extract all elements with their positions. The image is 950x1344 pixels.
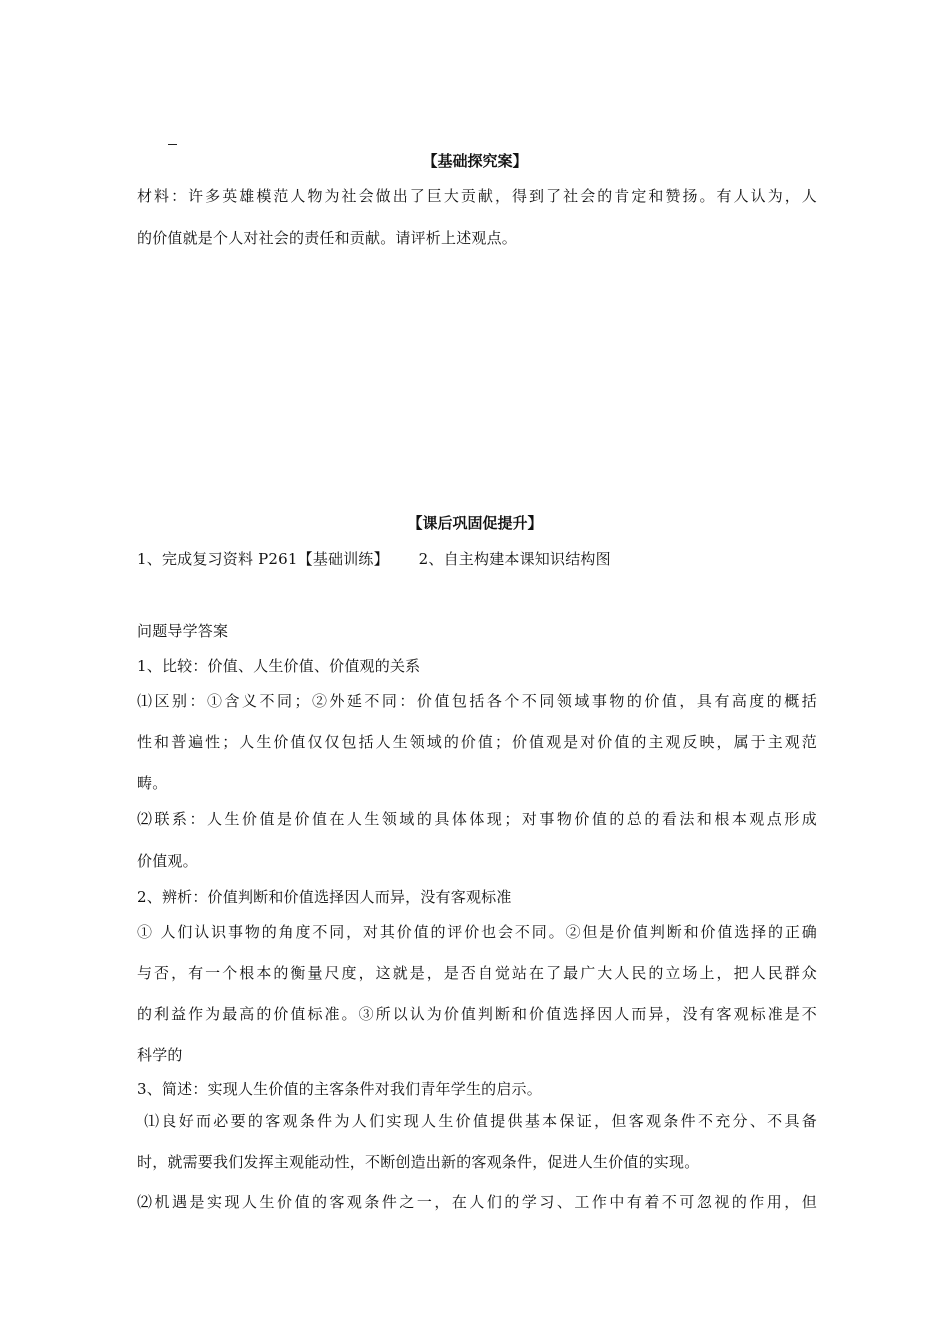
answer-line: 科学的 (137, 1046, 183, 1064)
answer-line: 价值观。 (137, 852, 198, 870)
top-mark (168, 144, 177, 145)
section-heading-basic-inquiry: 【基础探究案】 (422, 152, 528, 170)
answer-line: ① 人们认识事物的角度不同，对其价值的评价也会不同。②但是价值判断和价值选择的正确 (137, 923, 817, 941)
answer-line: 的利益作为最高的价值标准。③所以认为价值判断和价值选择因人而异，没有客观标准是不 (137, 1005, 817, 1023)
answer-line: ⑵机遇是实现人生价值的客观条件之一，在人们的学习、工作中有着不可忽视的作用，但 (137, 1193, 817, 1211)
answer-line: 性和普遍性；人生价值仅仅包括人生领域的价值；价值观是对价值的主观反映，属于主观范 (137, 733, 817, 751)
material-line-1: 材料：许多英雄模范人物为社会做出了巨大贡献，得到了社会的肯定和赞扬。有人认为，人 (137, 187, 817, 205)
answers-title: 问题导学答案 (137, 622, 229, 640)
answer-line: ⑴区别：①含义不同；②外延不同：价值包括各个不同领域事物的价值，具有高度的概括 (137, 692, 817, 710)
answer-line: ⑴良好而必要的客观条件为人们实现人生价值提供基本保证，但客观条件不充分、不具备 (137, 1112, 817, 1130)
answer-line: 与否，有一个根本的衡量尺度，这就是，是否自觉站在了最广大人民的立场上，把人民群众 (137, 964, 817, 982)
answer-line: 畴。 (137, 774, 168, 792)
task-line: 1、完成复习资料 P261【基础训练】 2、自主构建本课知识结构图 (137, 550, 611, 568)
answer-line: 3、简述：实现人生价值的主客条件对我们青年学生的启示。 (137, 1080, 542, 1098)
material-line-2: 的价值就是个人对社会的责任和贡献。请评析上述观点。 (137, 229, 518, 247)
answer-line: 时，就需要我们发挥主观能动性，不断创造出新的客观条件，促进人生价值的实现。 (137, 1153, 700, 1171)
answer-line: 2、辨析：价值判断和价值选择因人而异，没有客观标准 (137, 888, 512, 906)
answer-line: ⑵联系：人生价值是价值在人生领域的具体体现；对事物价值的总的看法和根本观点形成 (137, 810, 817, 828)
section-heading-after-class: 【课后巩固促提升】 (407, 514, 543, 532)
answer-line: 1、比较：价值、人生价值、价值观的关系 (137, 657, 421, 675)
